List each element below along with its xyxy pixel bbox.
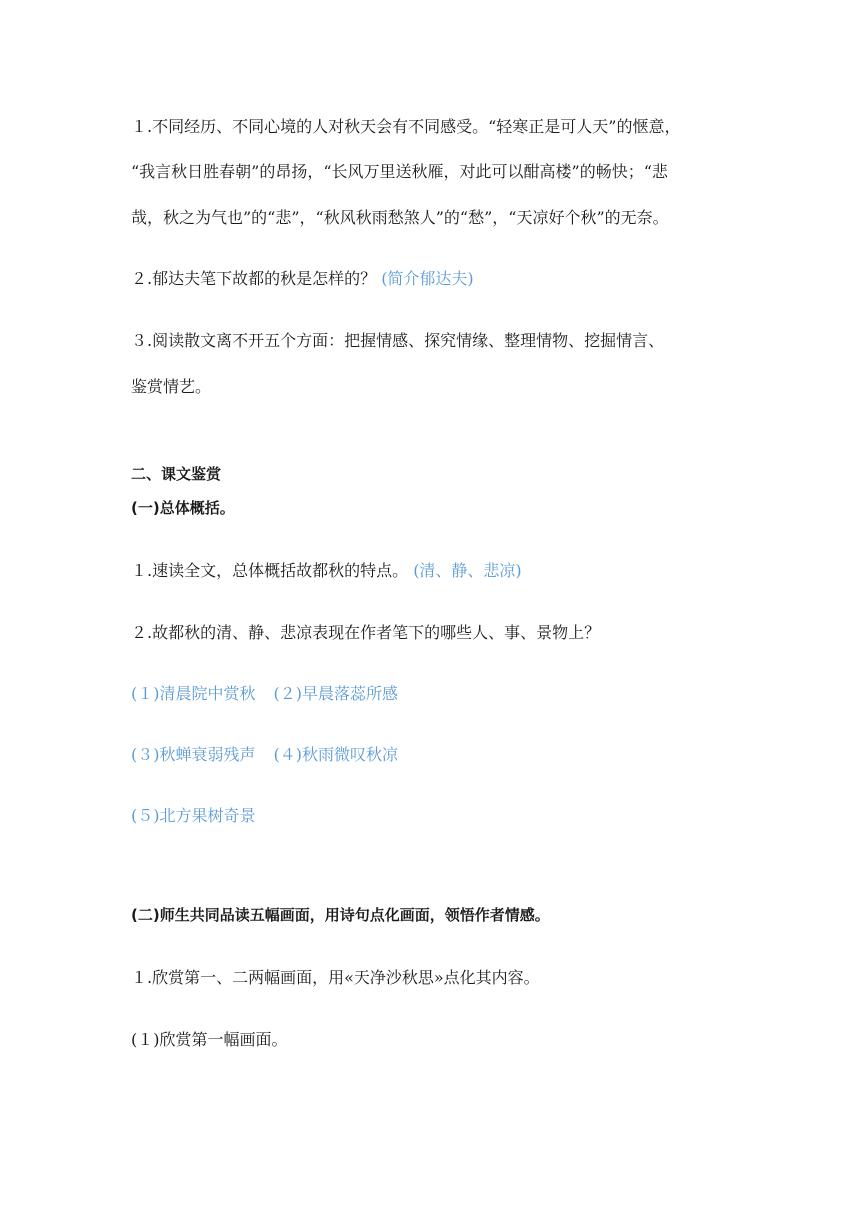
answer-row-2 — [131, 742, 398, 765]
item3-line-1: ３.阅读散文离不开五个方面：把握情感、探究情缘、整理情物、挖掘情言、 — [131, 331, 665, 350]
question-2: ２.故都秋的清、静、悲凉表现在作者笔下的哪些人、事、景物上？ — [131, 623, 601, 642]
answer-row-3 — [131, 803, 256, 826]
item2-note: (简介郁达夫) — [381, 269, 474, 288]
question-1-answer: (清、静、悲凉) — [413, 561, 522, 580]
answer-1: (１)清晨院中赏秋 — [131, 684, 256, 703]
answer-2: (２)早晨落蕊所感 — [273, 684, 398, 703]
item1-line-3: 哉，秋之为气也”的“悲”，“秋风秋雨愁煞人”的“愁”，“天凉好个秋”的无奈。 — [131, 208, 669, 227]
answer-3: (３)秋蝉衰弱残声 — [131, 745, 256, 764]
item1-line-2: “我言秋日胜春朝”的昂扬，“长风万里送秋雁，对此可以酣高楼”的畅快；“悲 — [131, 162, 668, 181]
item1-line-1: １.不同经历、不同心境的人对秋天会有不同感受。“轻寒正是可人天”的惬意， — [131, 117, 681, 136]
answer-5: (５)北方果树奇景 — [131, 806, 256, 825]
question-3-sub: (１)欣赏第一幅画面。 — [131, 1030, 288, 1049]
question-1 — [131, 558, 522, 581]
item2-paragraph — [131, 266, 474, 289]
section-heading: 二、课文鉴赏 — [131, 465, 222, 483]
question-3: １.欣赏第一、二两幅画面，用«天净沙秋思»点化其内容。 — [131, 968, 540, 987]
answer-row-1 — [131, 681, 398, 704]
subsection-heading-2: (二)师生共同品读五幅画面，用诗句点化画面，领悟作者情感。 — [131, 906, 550, 924]
subsection-heading-1: (一)总体概括。 — [131, 499, 235, 517]
answer-4: (４)秋雨微叹秋凉 — [273, 745, 398, 764]
item2-text: ２.郁达夫笔下故都的秋是怎样的？ — [131, 269, 377, 288]
item3-line-2: 鉴赏情艺。 — [131, 377, 212, 396]
question-1-text: １.速读全文，总体概括故都秋的特点。 — [131, 561, 409, 580]
